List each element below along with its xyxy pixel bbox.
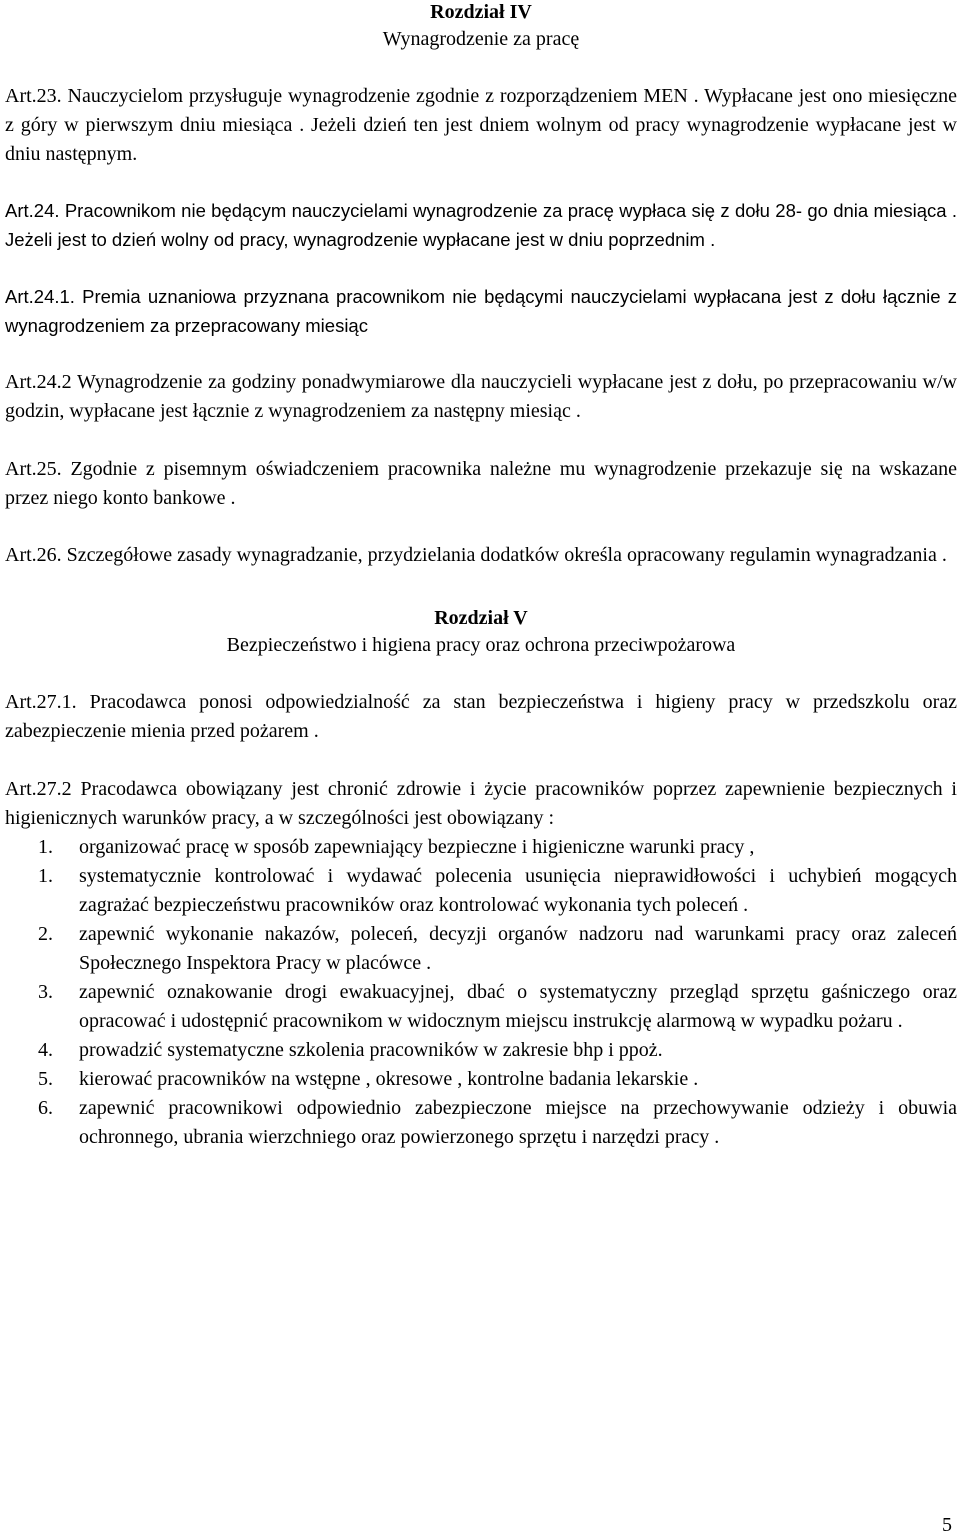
- chapter-4-title: Rozdział IV: [430, 1, 532, 23]
- document-page: [5, 0, 957, 1152]
- list-item: [5, 833, 957, 862]
- list-item: [5, 862, 957, 920]
- chapter-5-title: Rozdział V: [434, 607, 528, 629]
- article-27-2: Art.27.2 Pracodawca obowiązany jest chronić zdrowie i życie pracowników poprzez zapewnienie bezpiecznych i higienicznych warunków pracy, a w szczególności jest obowiązany :: [5, 778, 957, 829]
- list-item-text: zapewnić wykonanie nakazów, poleceń, decyzji organów nadzoru nad warunkami pracy oraz zaleceń Społecznego Inspektora Pracy w placówce .: [79, 923, 957, 974]
- article-24: Art.24. Pracownikom nie będącym nauczycielami wynagrodzenie za pracę wypłaca się z dołu 28- go dnia miesiąca . Jeżeli jest to dzień wolny od pracy, wynagrodzenie wypłacane jest w dniu poprzednim .: [5, 200, 957, 250]
- page-number: 5: [942, 1514, 952, 1536]
- list-item: [5, 920, 957, 978]
- list-item-text: systematycznie kontrolować i wydawać polecenia usunięcia nieprawidłowości i uchybień mogących zagrażać bezpieczeństwu pracowników oraz kontrolować wykonania tych poleceń .: [79, 865, 957, 916]
- list-item: [5, 1094, 957, 1152]
- list-item: [5, 1036, 957, 1065]
- list-item-number: 1.: [38, 836, 53, 858]
- list-item-text: organizować pracę w sposób zapewniający bezpieczne i higieniczne warunki pracy ,: [79, 836, 755, 858]
- list-item-text: prowadzić systematyczne szkolenia pracowników w zakresie bhp i ppoż.: [79, 1039, 663, 1061]
- article-25: Art.25. Zgodnie z pisemnym oświadczeniem pracownika należne mu wynagrodzenie przekazuje się na wskazane przez niego konto bankowe .: [5, 458, 957, 509]
- chapter-5-subtitle: Bezpieczeństwo i higiena pracy oraz ochrona przeciwpożarowa: [226, 634, 736, 656]
- list-item-number: 4.: [38, 1039, 53, 1061]
- article-23: Art.23. Nauczycielom przysługuje wynagrodzenie zgodnie z rozporządzeniem MEN . Wypłacane jest ono miesięczne z góry w pierwszym dniu miesiąca . Jeżeli dzień ten jest dniem wolnym od pracy wynagrodzenie wypłacane jest w dniu następnym.: [5, 85, 957, 165]
- list-item: [5, 1065, 957, 1094]
- article-27-1: Art.27.1. Pracodawca ponosi odpowiedzialność za stan bezpieczeństwa i higieny pracy w przedszkolu oraz zabezpieczenie mienia przed pożarem .: [5, 691, 957, 742]
- list-item-text: kierować pracowników na wstępne , okresowe , kontrolne badania lekarskie .: [79, 1068, 699, 1090]
- article-24-2: Art.24.2 Wynagrodzenie za godziny ponadwymiarowe dla nauczycieli wypłacane jest z dołu, po przepracowaniu w/w godzin, wypłacane jest łącznie z wynagrodzeniem za następny miesiąc .: [5, 371, 957, 422]
- list-item-text: zapewnić oznakowanie drogi ewakuacyjnej, dbać o systematyczny przegląd sprzętu gaśniczego oraz opracować i udostępnić pracownikom w widocznym miejscu instrukcję alarmową w wypadku pożaru .: [79, 981, 957, 1032]
- article-24-1: Art.24.1. Premia uznaniowa przyznana pracownikom nie będącymi nauczycielami wypłacana jest z dołu łącznie z wynagrodzeniem za przepracowany miesiąc: [5, 286, 957, 336]
- list-item-text: zapewnić pracownikowi odpowiednio zabezpieczone miejsce na przechowywanie odzieży i obuwia ochronnego, ubrania wierzchniego oraz powierzonego sprzętu i narzędzi pracy .: [79, 1097, 957, 1148]
- article-26: Art.26. Szczegółowe zasady wynagradzanie, przydzielania dodatków określa opracowany regulamin wynagradzania .: [5, 544, 947, 566]
- list-item-number: 5.: [38, 1068, 53, 1090]
- list-item-number: 3.: [38, 981, 53, 1003]
- list-item: [5, 978, 957, 1036]
- duties-list: [5, 833, 957, 1152]
- list-item-number: 1.: [38, 865, 53, 887]
- list-item-number: 2.: [38, 923, 53, 945]
- list-item-number: 6.: [38, 1097, 53, 1119]
- chapter-4-subtitle: Wynagrodzenie za pracę: [382, 28, 580, 50]
